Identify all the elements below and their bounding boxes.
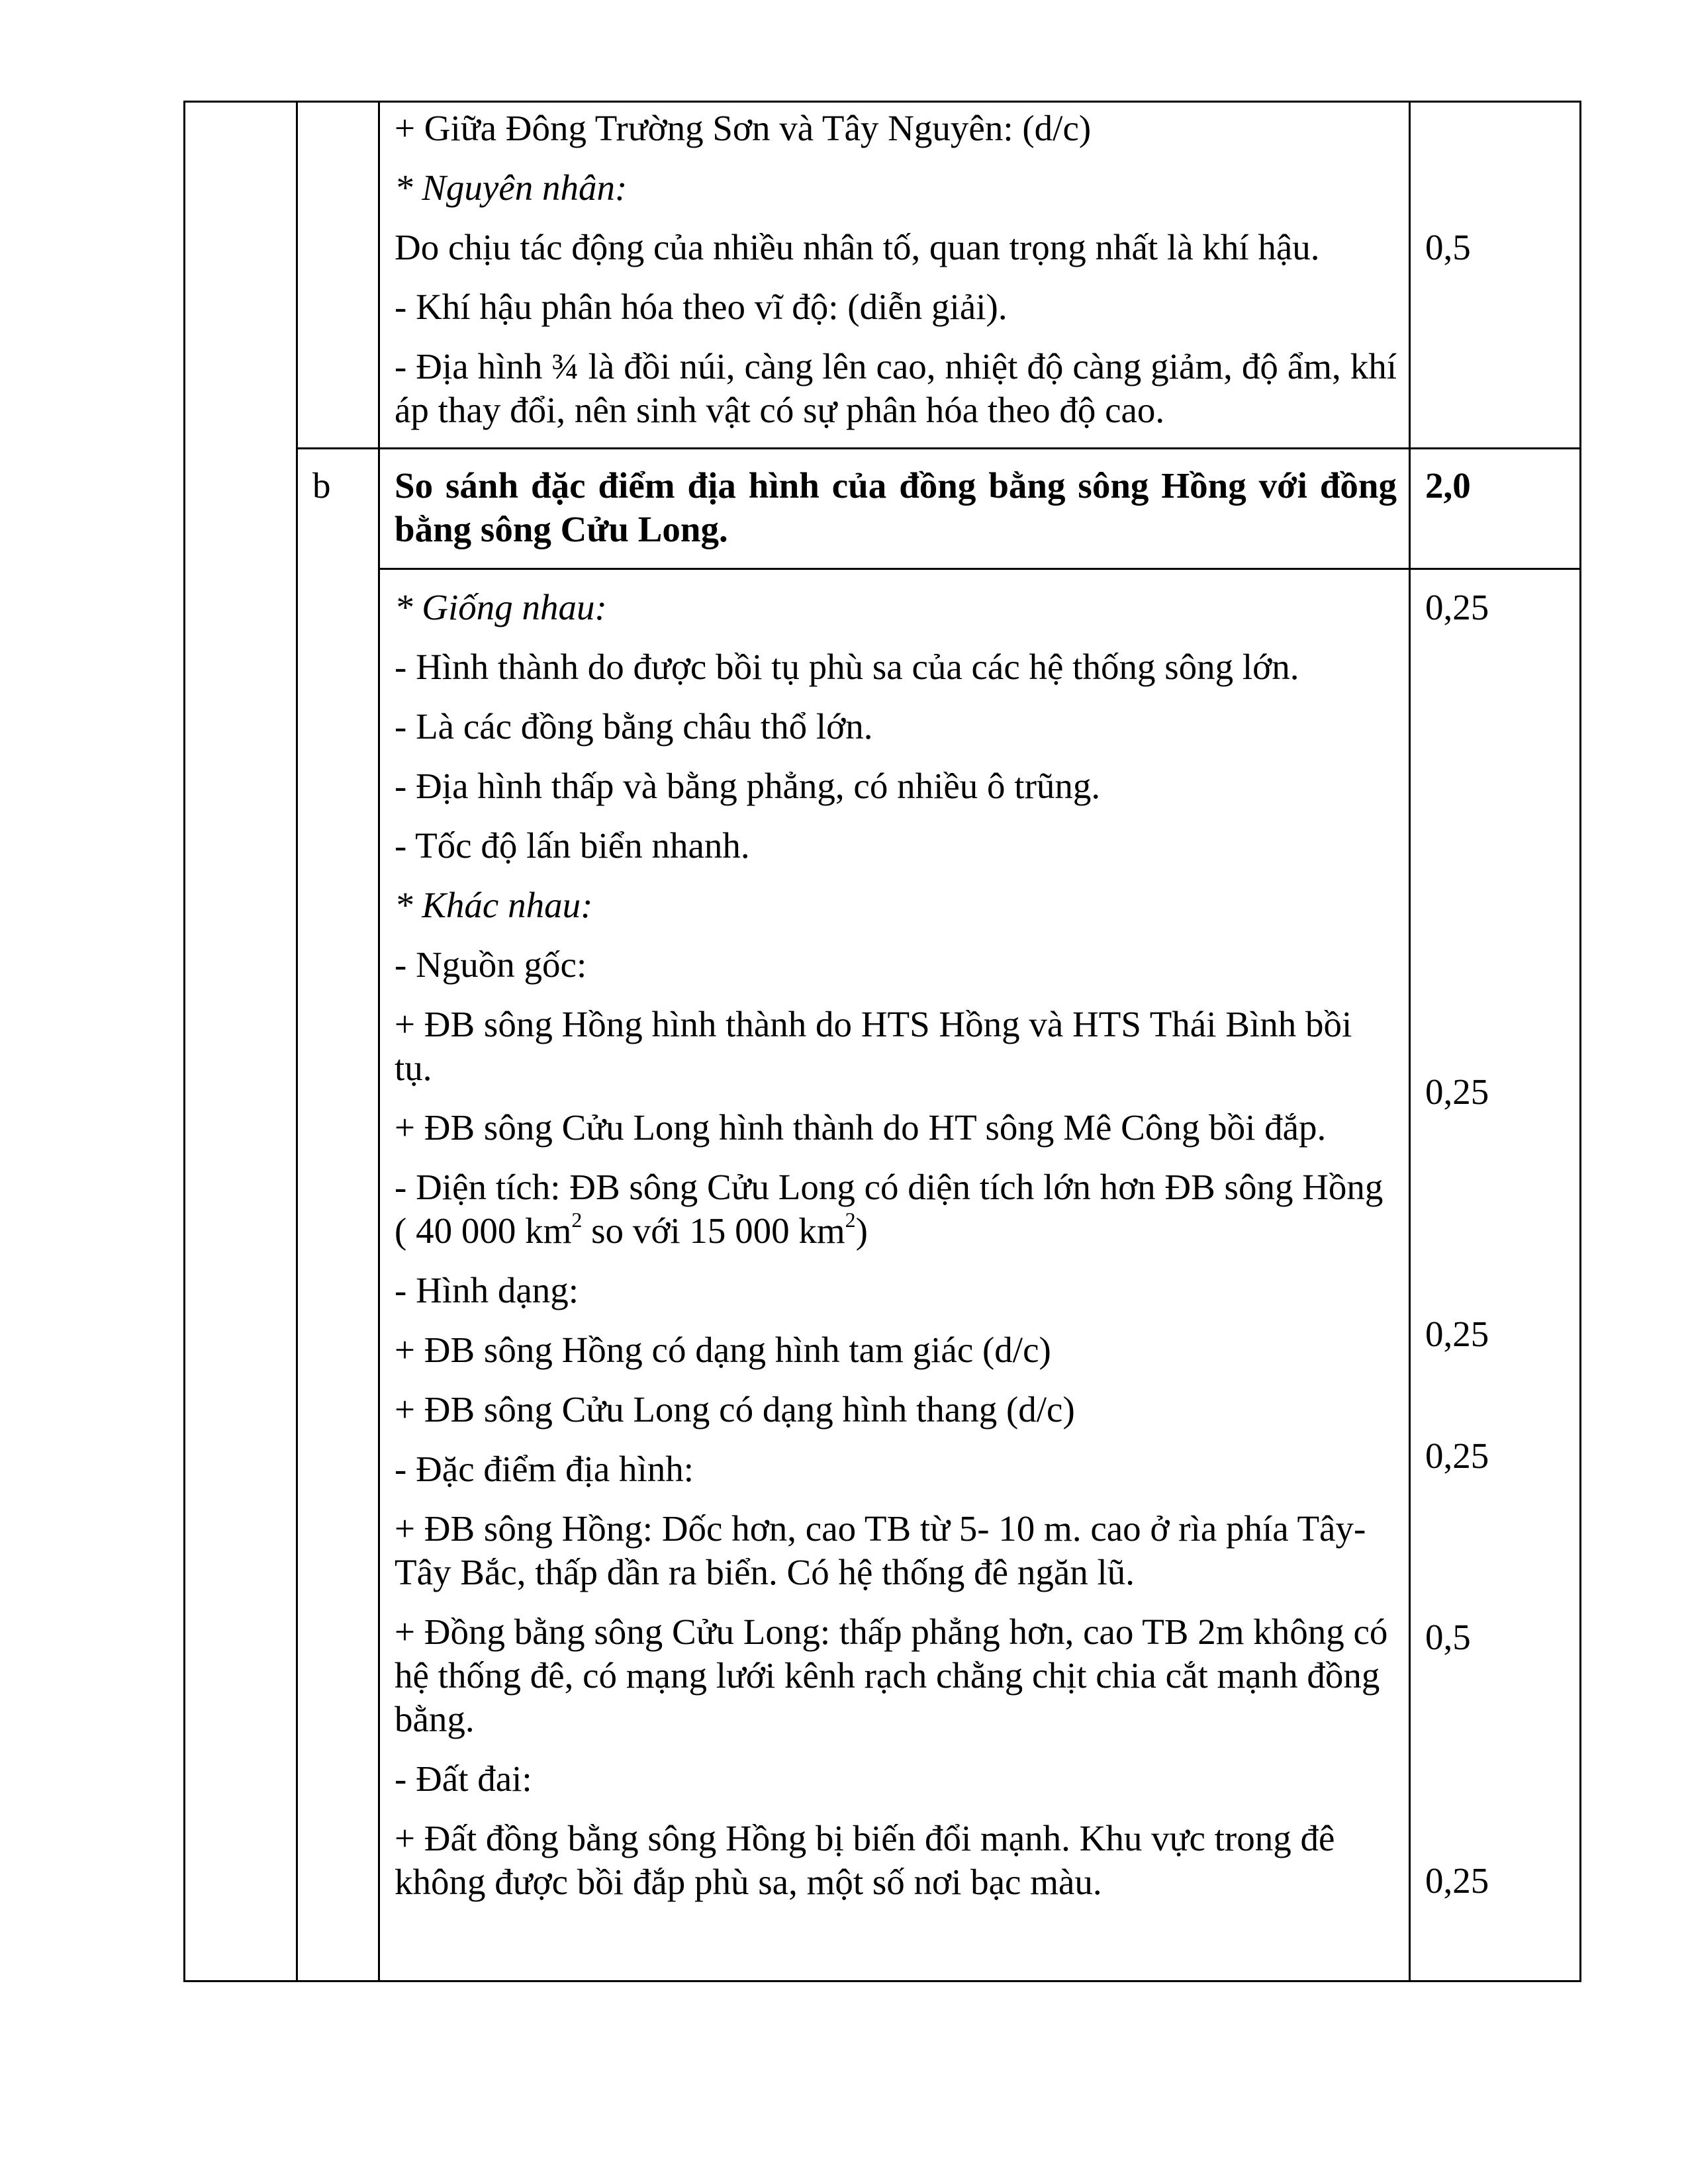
score-cell xyxy=(1410,102,1581,449)
text-line: - Hình thành do được bồi tụ phù sa của các hệ thống sông lớn. xyxy=(395,647,1299,687)
superscript: 2 xyxy=(845,1208,856,1232)
area-text: so với 15 000 km xyxy=(582,1210,845,1251)
text-line: - Địa hình thấp và bằng phẳng, có nhiều ô trũng. xyxy=(395,766,1101,806)
text-line-area xyxy=(395,1165,1397,1253)
text-line: + Đồng bằng sông Cửu Long: thấp phẳng hơn, cao TB 2m không có hệ thống đê, có mạng lưới kênh rạch chằng chịt chia cắt mạnh đồng bằng. xyxy=(395,1612,1388,1739)
question-cell xyxy=(379,449,1410,569)
question-score: 2,0 xyxy=(1425,465,1471,506)
part-label: b xyxy=(312,465,331,506)
subheading-similar: * Giống nhau: xyxy=(395,587,607,627)
text-line: + Giữa Đông Trường Sơn và Tây Nguyên: (d/c) xyxy=(395,108,1092,148)
table-row-climate-causes xyxy=(185,102,1581,449)
text-line: + ĐB sông Cửu Long có dạng hình thang (d/c) xyxy=(395,1389,1075,1430)
table-row-answer-b xyxy=(185,569,1581,1981)
subheading-different: * Khác nhau: xyxy=(395,885,593,925)
question-number-cell xyxy=(185,102,297,1981)
subheading-cause: * Nguyên nhân: xyxy=(395,167,628,208)
superscript: 2 xyxy=(571,1208,583,1232)
text-line: - Tốc độ lấn biển nhanh. xyxy=(395,825,750,866)
score-value: 0,25 xyxy=(1425,587,1489,627)
answer-key-table xyxy=(183,101,1581,1982)
score-value: 0,25 xyxy=(1425,1071,1489,1112)
score-value: 0,25 xyxy=(1425,1314,1489,1354)
text-line: - Khí hậu phân hóa theo vĩ độ: (diễn giải). xyxy=(395,287,1008,327)
score-cell xyxy=(1410,449,1581,569)
answer-content-cell xyxy=(379,569,1410,1981)
score-value: 0,5 xyxy=(1425,1617,1471,1657)
text-line: Do chịu tác động của nhiều nhân tố, quan trọng nhất là khí hậu. xyxy=(395,227,1320,267)
text-line: - Đất đai: xyxy=(395,1758,532,1799)
question-title: So sánh đặc điểm địa hình của đồng bằng sông Hồng với đồng bằng sông Cửu Long. xyxy=(395,465,1397,549)
area-text: ) xyxy=(855,1210,868,1251)
text-line: - Đặc điểm địa hình: xyxy=(395,1449,694,1489)
part-cell xyxy=(297,102,379,449)
text-line: + Đất đồng bằng sông Hồng bị biến đổi mạnh. Khu vực trong đê không được bồi đắp phù sa, một số nơi bạc màu. xyxy=(395,1818,1335,1902)
answer-score-cell xyxy=(1410,569,1581,1981)
text-line: + ĐB sông Cửu Long hình thành do HT sông Mê Công bồi đắp. xyxy=(395,1107,1327,1148)
text-line: + ĐB sông Hồng hình thành do HTS Hồng và HTS Thái Bình bồi tụ. xyxy=(395,1004,1352,1088)
score-value: 0,5 xyxy=(1425,227,1471,267)
text-line: + ĐB sông Hồng có dạng hình tam giác (d/c) xyxy=(395,1330,1051,1370)
table-row-question-b xyxy=(185,449,1581,569)
part-label-cell xyxy=(297,449,379,1981)
content-cell xyxy=(379,102,1410,449)
score-value: 0,25 xyxy=(1425,1435,1489,1476)
text-line: - Địa hình ¾ là đồi núi, càng lên cao, nhiệt độ càng giảm, độ ẩm, khí áp thay đổi, nên sinh vật có sự phân hóa theo độ cao. xyxy=(395,346,1397,430)
text-line: + ĐB sông Hồng: Dốc hơn, cao TB từ 5- 10 m. cao ở rìa phía Tây- Tây Bắc, thấp dần ra biển. Có hệ thống đê ngăn lũ. xyxy=(395,1508,1366,1592)
text-line: - Nguồn gốc: xyxy=(395,944,587,985)
area-text: - Diện tích: ĐB sông Cửu Long có diện tích lớn hơn ĐB sông Hồng ( 40 000 km xyxy=(395,1167,1383,1251)
text-line: - Là các đồng bằng châu thổ lớn. xyxy=(395,706,873,747)
text-line: - Hình dạng: xyxy=(395,1270,579,1310)
score-value: 0,25 xyxy=(1425,1860,1489,1901)
